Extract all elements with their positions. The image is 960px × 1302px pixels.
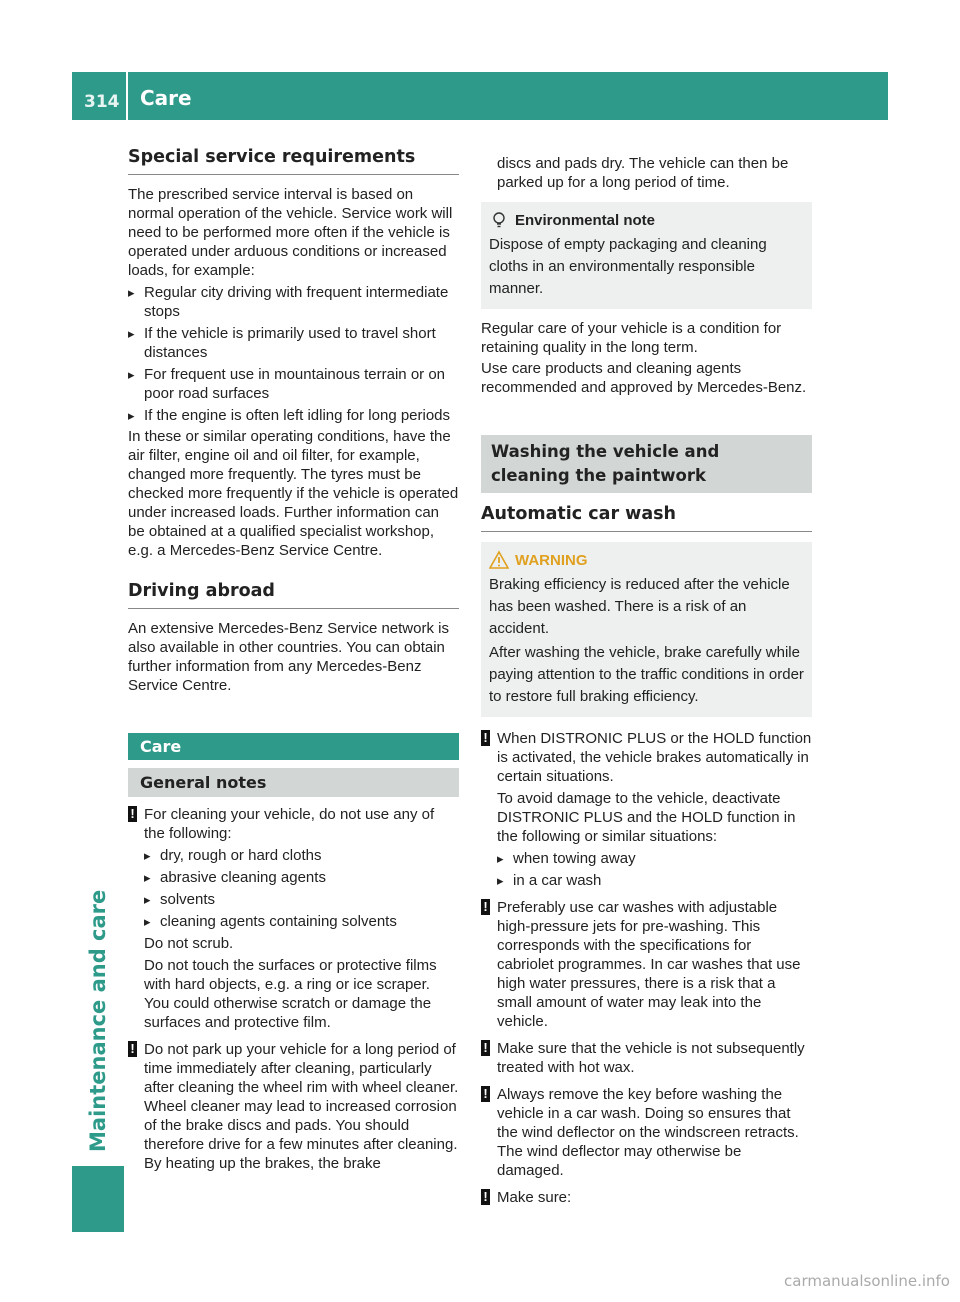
page-number: 314 — [84, 92, 120, 112]
note-text: Make sure that the vehicle is not subsequently treated with hot wax. — [497, 1040, 805, 1076]
header-separator — [126, 72, 128, 120]
list-item: ▸ solvents — [144, 890, 459, 909]
note-text: To avoid damage to the vehicle, deactivate DISTRONIC PLUS and the HOLD function in the following or similar situations: — [497, 790, 796, 845]
warning-header — [489, 550, 804, 570]
note-text: Do not touch the surfaces or protective films with hard objects, e.g. a ring or ice scraper. You could otherwise scratch or damage the surfaces and protective film. — [144, 957, 437, 1031]
caution-note — [481, 1085, 812, 1180]
warning-text: Braking efficiency is reduced after the vehicle has been washed. There is a risk of an accident. — [489, 576, 790, 637]
list-item: ▸ Regular city driving with frequent intermediate stops — [128, 283, 459, 321]
note-text: Do not park up your vehicle for a long period of time immediately after cleaning, particularly after cleaning the wheel rim with wheel cleaner. Wheel cleaner may lead to increased corrosion of the brake discs and pads. You should therefore drive for a few minutes after cleaning. By heating up the brakes, the brake — [144, 1041, 459, 1172]
watermark-link[interactable]: carmanualsonline.info — [784, 1272, 950, 1290]
exclamation-icon: ! — [481, 730, 490, 746]
note-text: Always remove the key before washing the vehicle in a car wash. Doing so ensures that the wind deflector on the windscreen retracts. The wind deflector may otherwise be damaged. — [497, 1086, 799, 1179]
right-column — [481, 148, 812, 1207]
regular-care-text: Regular care of your vehicle is a condition for retaining quality in the long term. — [481, 320, 782, 356]
caution-note — [481, 1039, 812, 1077]
list-item: ▸ in a car wash — [497, 871, 812, 890]
exclamation-icon: ! — [128, 1041, 137, 1057]
special-service-heading: Special service requirements — [128, 148, 459, 175]
special-intro: The prescribed service interval is based on normal operation of the vehicle. Service work will need to be performed more often if the vehicle is operated under arduous conditions or increased loads, for example: — [128, 186, 453, 279]
list-item: ▸ when towing away — [497, 849, 812, 868]
warning-text: After washing the vehicle, brake carefully while paying attention to the traffic conditions in order to restore full braking efficiency. — [489, 644, 804, 705]
page-title: Care — [140, 86, 192, 110]
note-text: For cleaning your vehicle, do not use any of the following: — [144, 806, 435, 842]
caution-note — [481, 729, 812, 890]
environmental-note-title: Environmental note — [515, 211, 656, 229]
caution-note — [481, 898, 812, 1031]
warning-box — [481, 542, 812, 717]
exclamation-icon: ! — [481, 899, 490, 915]
side-tab-block — [72, 1166, 124, 1232]
header-bar — [72, 72, 888, 120]
warning-title: WARNING — [515, 551, 588, 569]
abroad-body: An extensive Mercedes-Benz Service network is also available in other countries. You can obtain further information from any Mercedes-Benz Service Centre. — [128, 620, 449, 694]
list-item: ▸ For frequent use in mountainous terrain or on poor road surfaces — [128, 365, 459, 403]
exclamation-icon: ! — [481, 1040, 490, 1056]
list-item: ▸ dry, rough or hard cloths — [144, 846, 459, 865]
driving-abroad-heading: Driving abroad — [128, 582, 459, 609]
environmental-note-header — [489, 210, 804, 230]
automatic-car-wash-heading: Automatic car wash — [481, 505, 812, 532]
note-text: Do not scrub. — [144, 935, 234, 952]
caution-note — [128, 1040, 459, 1173]
list-item: ▸ abrasive cleaning agents — [144, 868, 459, 887]
note-text: When DISTRONIC PLUS or the HOLD function is activated, the vehicle brakes automatically in certain situations. — [497, 730, 812, 785]
continued-text: discs and pads dry. The vehicle can then be parked up for a long period of time. — [497, 155, 789, 191]
list-item: ▸ If the engine is often left idling for long periods — [128, 406, 459, 425]
caution-note — [481, 1188, 812, 1207]
lightbulb-icon — [489, 210, 509, 230]
list-item: ▸ cleaning agents containing solvents — [144, 912, 459, 931]
list-item: ▸ If the vehicle is primarily used to travel short distances — [128, 324, 459, 362]
left-column — [128, 148, 459, 1173]
exclamation-icon: ! — [481, 1189, 490, 1205]
side-section-label: Maintenance and care — [86, 889, 110, 1152]
care-products-text: Use care products and cleaning agents recommended and approved by Mercedes-Benz. — [481, 360, 807, 396]
environmental-note-text: Dispose of empty packaging and cleaning cloths in an environmentally responsible manner. — [489, 236, 767, 297]
environmental-note-box — [481, 202, 812, 309]
care-section-bar: Care — [128, 733, 459, 760]
exclamation-icon: ! — [481, 1086, 490, 1102]
washing-section-bar: Washing the vehicle and cleaning the paintwork — [481, 435, 812, 493]
special-body: In these or similar operating conditions, have the air filter, engine oil and oil filter, for example, changed more frequently. The tyres must be checked more frequently if the vehicle is operated under increased loads. Further information can be obtained at a qualified specialist workshop, e.g. a Mercedes-Benz Service Centre. — [128, 428, 459, 559]
exclamation-icon: ! — [128, 806, 137, 822]
warning-triangle-icon — [489, 550, 509, 570]
general-notes-bar: General notes — [128, 768, 459, 797]
note-text: Preferably use car washes with adjustable high-pressure jets for pre-washing. This corresponds with the specifications for cabriolet programmes. In car washes that use high water pressures, there is a risk that a small amount of water may leak into the vehicle. — [497, 899, 801, 1030]
note-text: Make sure: — [497, 1189, 572, 1206]
caution-note — [128, 805, 459, 1032]
